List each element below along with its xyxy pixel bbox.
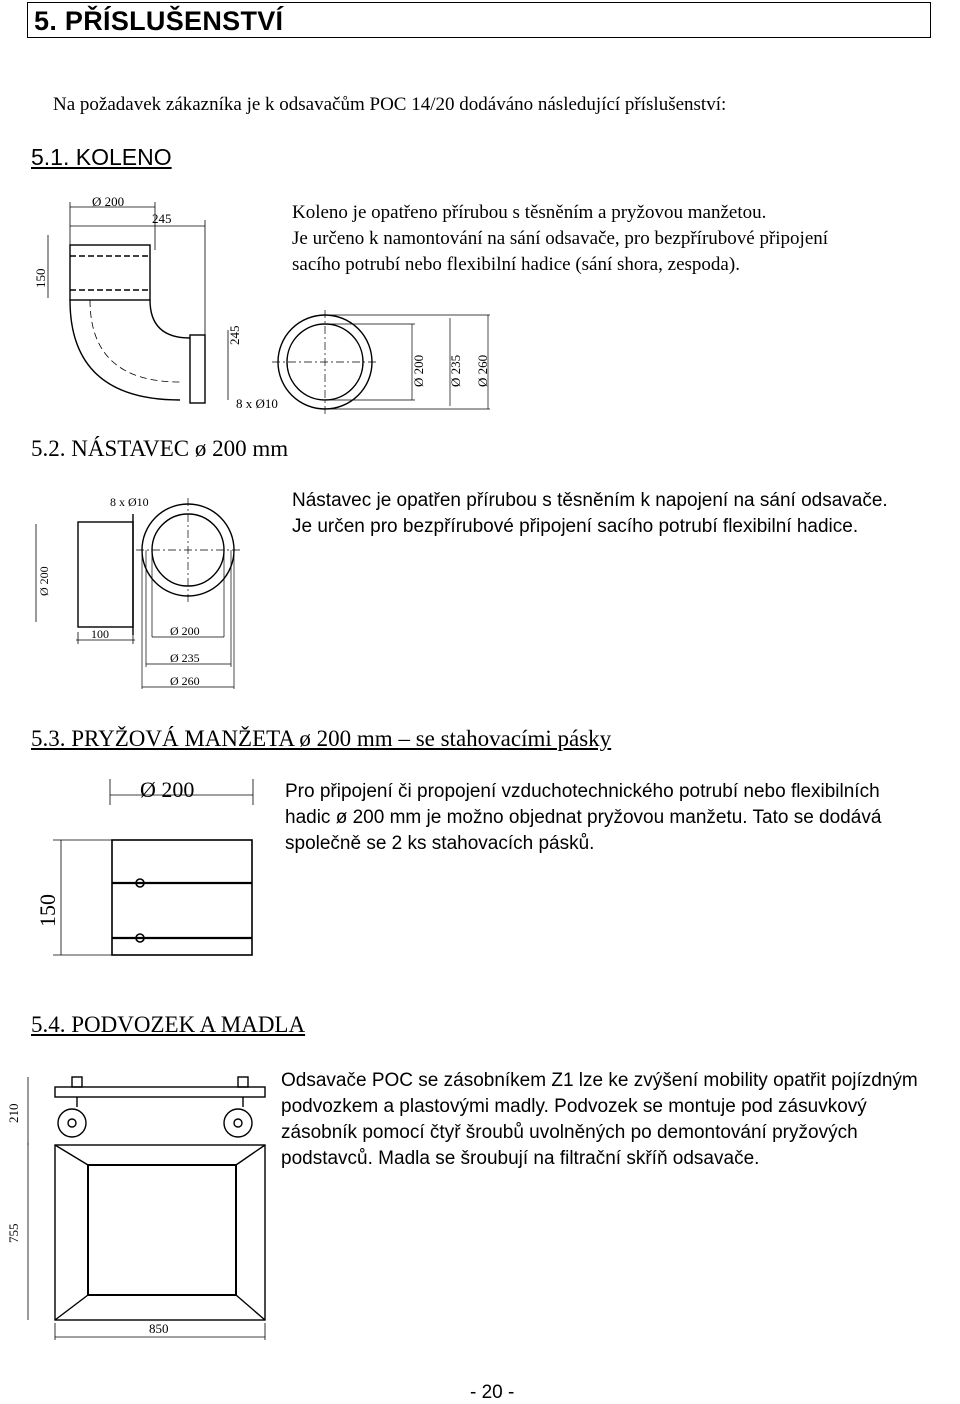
section-heading-manzeta: 5.3. PRYŽOVÁ MANŽETA ø 200 mm – se stahovacími pásky <box>31 726 612 751</box>
koleno-text-line-1: Koleno je opatřeno přírubou s těsněním a pryžovou manžetou. <box>292 202 767 223</box>
nastavec-dim-235: Ø 235 <box>170 651 200 665</box>
podvozek-dim-850: 850 <box>149 1321 169 1336</box>
koleno-flange-dim-235: Ø 235 <box>448 354 463 387</box>
koleno-side-drawing <box>30 190 290 420</box>
podvozek-dim-210: 210 <box>6 1103 21 1123</box>
nastavec-dim-260: Ø 260 <box>170 674 200 688</box>
koleno-flange-dim-200: Ø 200 <box>411 354 426 387</box>
koleno-flange-drawing <box>280 312 500 422</box>
manzeta-text-line-2: hadic ø 200 mm je možno objednat pryžovou manžetu. Tato se dodává <box>285 807 882 828</box>
koleno-dim-height-2: 245 <box>227 325 242 345</box>
page-title: 5. PŘÍSLUŠENSTVÍ <box>34 6 284 36</box>
koleno-dim-holes: 8 x Ø10 <box>236 396 278 411</box>
page-number: - 20 - <box>470 1382 515 1403</box>
podvozek-text-line-2: podvozkem a plastovými madly. Podvozek se montuje pod zásuvkový <box>281 1096 867 1117</box>
podvozek-dim-755: 755 <box>6 1223 21 1243</box>
nastavec-dim-holes: 8 x Ø10 <box>110 495 149 509</box>
section-heading-podvozek: 5.4. PODVOZEK A MADLA <box>31 1012 306 1037</box>
nastavec-dim-100: 100 <box>91 627 109 641</box>
podvozek-text-line-1: Odsavače POC se zásobníkem Z1 lze ke zvýšení mobility opatřit pojízdným <box>281 1070 918 1091</box>
section-heading-koleno: 5.1. KOLENO <box>31 144 172 170</box>
section-header-box <box>27 2 931 38</box>
koleno-text-line-2: Je určeno k namontování na sání odsavače, pro bezpřírubové připojení <box>292 228 829 249</box>
manzeta-text-line-1: Pro připojení či propojení vzduchotechnického potrubí nebo flexibilních <box>285 781 880 802</box>
section-heading-nastavec: 5.2. NÁSTAVEC ø 200 mm <box>31 436 289 461</box>
koleno-dim-height: 150 <box>33 268 48 288</box>
manzeta-text-line-3: společně se 2 ks stahovacích pásků. <box>285 833 595 854</box>
koleno-text-line-3: sacího potrubí nebo flexibilní hadice (sání shora, zespoda). <box>292 254 740 275</box>
nastavec-drawing <box>28 492 278 692</box>
manzeta-dim-150: 150 <box>35 894 60 927</box>
nastavec-dim-200: Ø 200 <box>170 624 200 638</box>
manzeta-drawing <box>25 775 265 975</box>
nastavec-text-line-1: Nástavec je opatřen přírubou s těsněním k napojení na sání odsavače. <box>292 490 888 511</box>
koleno-dim-width: 245 <box>152 211 172 226</box>
podvozek-text-line-4: podstavců. Madla se šroubují na filtrační skříň odsavače. <box>281 1148 760 1169</box>
nastavec-text-line-2: Je určen pro bezpřírubové připojení sacího potrubí flexibilní hadice. <box>292 516 859 537</box>
manzeta-dim-200: Ø 200 <box>140 777 195 802</box>
koleno-dim-diameter: Ø 200 <box>92 194 125 209</box>
intro-text: Na požadavek zákazníka je k odsavačům POC 14/20 dodáváno následující příslušenství: <box>53 94 727 115</box>
koleno-flange-dim-260: Ø 260 <box>475 354 490 387</box>
podvozek-text-line-3: zásobník pomocí čtyř šroubů uvolněných po demontování pryžových <box>281 1122 858 1143</box>
podvozek-drawing <box>6 1065 270 1355</box>
nastavec-dim-side-200: Ø 200 <box>37 566 51 596</box>
